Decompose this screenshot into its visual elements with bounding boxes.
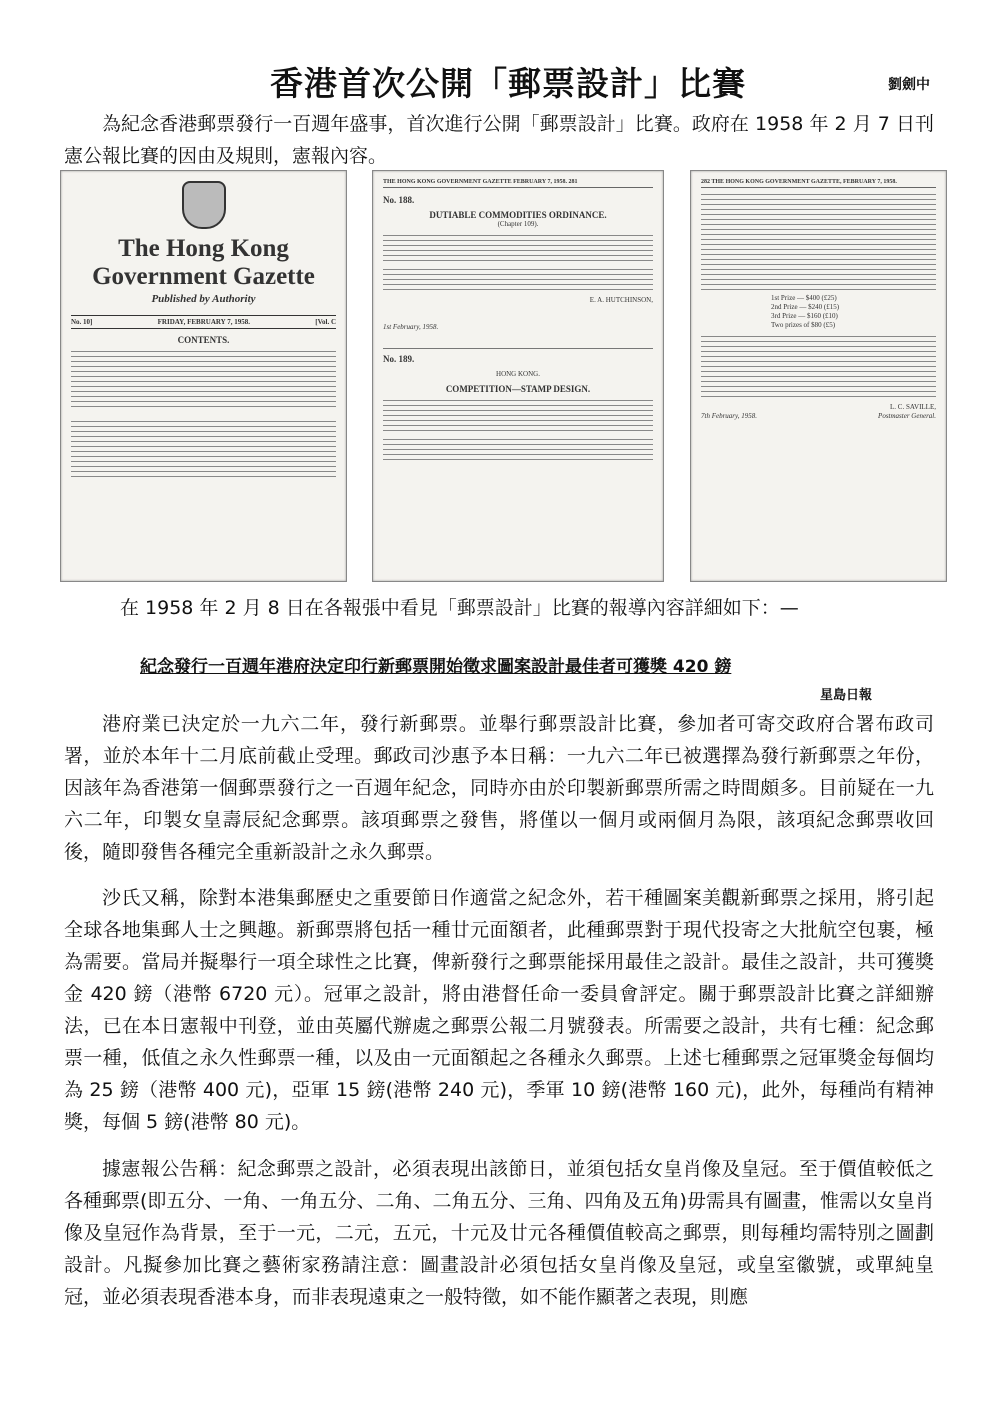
date-7th-feb: 7th February, 1958.	[701, 412, 757, 420]
contents-lines	[71, 351, 336, 477]
prize-4: Two prizes of $80 (£5)	[771, 321, 836, 329]
gazette-issue-no: No. 10]	[71, 318, 93, 326]
gazette-contents-heading: CONTENTS.	[177, 335, 230, 345]
gazette-date: FRIDAY, FEBRUARY 7, 1958.	[157, 318, 250, 326]
article-paragraph-2: 沙氏又稱，除對本港集郵歷史之重要節日作適當之紀念外，若干種圖案美觀新郵票之採用，將引起全球各地集郵人士之興趣。新郵票將包括一種廿元面額者，此種郵票對于現代投寄之大批航空包裹，極為需要。當局并擬舉行一項全球性之比賽，俾新發行之郵票能採用最佳之設計。最佳之設計，共可獲獎金 420 鎊（港幣 6720 元）。冠軍之設計，將由港督任命一委員會評定。關于郵票設計比賽之詳細辦法，已在本日憲報中刊登，並由英屬代辦處之郵票公報二月號發表。所需要之設計，共有七種：紀念郵票一種，低值之永久性郵票一種，以及由一元面額起之各種永久郵票。上述七種郵票之冠軍獎金每個均為 25 鎊（港幣 400 元)，亞軍 15 鎊(港幣 240 元)，季軍 10 鎊(港幣 160 元)，此外，每種尚有精神獎，每個 5 鎊(港幣 80 元)。	[64, 887, 934, 1133]
date-1st-feb: 1st February, 1958.	[383, 323, 439, 331]
page-282-header: 282 THE HONG KONG GOVERNMENT GAZETTE, FEBRUARY 7, 1958.	[701, 179, 936, 188]
article-headline: 紀念發行一百週年港府決定印行新郵票開始徵求圖案設計最佳者可獲獎 420 鎊	[140, 657, 732, 677]
title-row	[0, 58, 992, 108]
ordinance-title: DUTIABLE COMMODITIES ORDINANCE.	[429, 210, 607, 220]
competition-heading: COMPETITION—STAMP DESIGN.	[445, 384, 591, 394]
page-title: 香港首次公開「郵票設計」比賽	[270, 64, 746, 103]
gazette-page-282-scan	[690, 170, 947, 582]
crest-icon	[182, 181, 226, 229]
report-intro: 在 1958 年 2 月 8 日在各報張中看見「郵票設計」比賽的報導內容詳細如下：—	[120, 597, 799, 619]
gazette-title-2: Government Gazette	[92, 263, 315, 290]
signature-hutchinson: E. A. HUTCHINSON,	[589, 296, 653, 304]
signature-saville: L. C. SAVILLE,	[890, 403, 936, 411]
author: 劉劍中	[888, 77, 930, 93]
prize-3: 3rd Prize — $160 (£10)	[771, 312, 838, 320]
gazette-issue-bar	[71, 315, 336, 329]
postmaster-role: Postmaster General.	[878, 412, 936, 420]
gazette-vol: [Vol. C	[315, 318, 336, 326]
intro-paragraph: 為紀念香港郵票發行一百週年盛事，首次進行公開「郵票設計」比賽。政府在 1958 年 2 月 7 日刊憲公報比賽的因由及規則，憲報內容。	[64, 113, 934, 167]
article-source: 星島日報	[820, 688, 873, 703]
gazette-cover-scan	[60, 170, 347, 582]
gazette-subtitle: Published by Authority	[151, 293, 256, 305]
page-281-header: THE HONG KONG GOVERNMENT GAZETTE FEBRUARY 7, 1958. 281	[383, 179, 653, 188]
ordinance-chapter: (Chapter 109).	[497, 220, 539, 228]
prize-2: 2nd Prize — $240 (£15)	[771, 303, 840, 311]
hong-kong-heading: HONG KONG.	[496, 370, 540, 378]
notice-189: No. 189.	[383, 348, 653, 364]
article-paragraph-1: 港府業已決定於一九六二年，發行新郵票。並舉行郵票設計比賽，參加者可寄交政府合署布政司署，並於本年十二月底前截止受理。郵政司沙惠予本日稱：一九六二年已被選擇為發行新郵票之年份，因該年為香港第一個郵票發行之一百週年紀念，同時亦由於印製新郵票所需之時間頗多。目前疑在一九六二年，印製女皇壽辰紀念郵票。該項郵票之發售，將僅以一個月或兩個月為限，該項紀念郵票收回後，隨即發售各種完全重新設計之永久郵票。	[64, 713, 934, 863]
article-paragraph-3: 據憲報公告稱：紀念郵票之設計，必須表現出該節日，並須包括女皇肖像及皇冠。至于價值較低之各種郵票(即五分、一角、一角五分、二角、二角五分、三角、四角及五角)毋需具有圖畫，惟需以女皇肖像及皇冠作為背景，至于一元，二元，五元，十元及廿元各種價值較高之郵票，則每種均需特別之圖劃設計。凡擬參加比賽之藝術家務請注意：圖畫設計必須包括女皇肖像及皇冠，或皇室徽號，或單純皇冠，並必須表現香港本身，而非表現遠東之一般特徵，如不能作顯著之表現，則應	[64, 1158, 934, 1308]
notice-188: No. 188.	[383, 195, 415, 205]
gazette-title-1: The Hong Kong	[118, 235, 289, 262]
prize-1: 1st Prize — $400 (£25)	[771, 294, 837, 302]
gazette-page-281-scan	[372, 170, 664, 582]
